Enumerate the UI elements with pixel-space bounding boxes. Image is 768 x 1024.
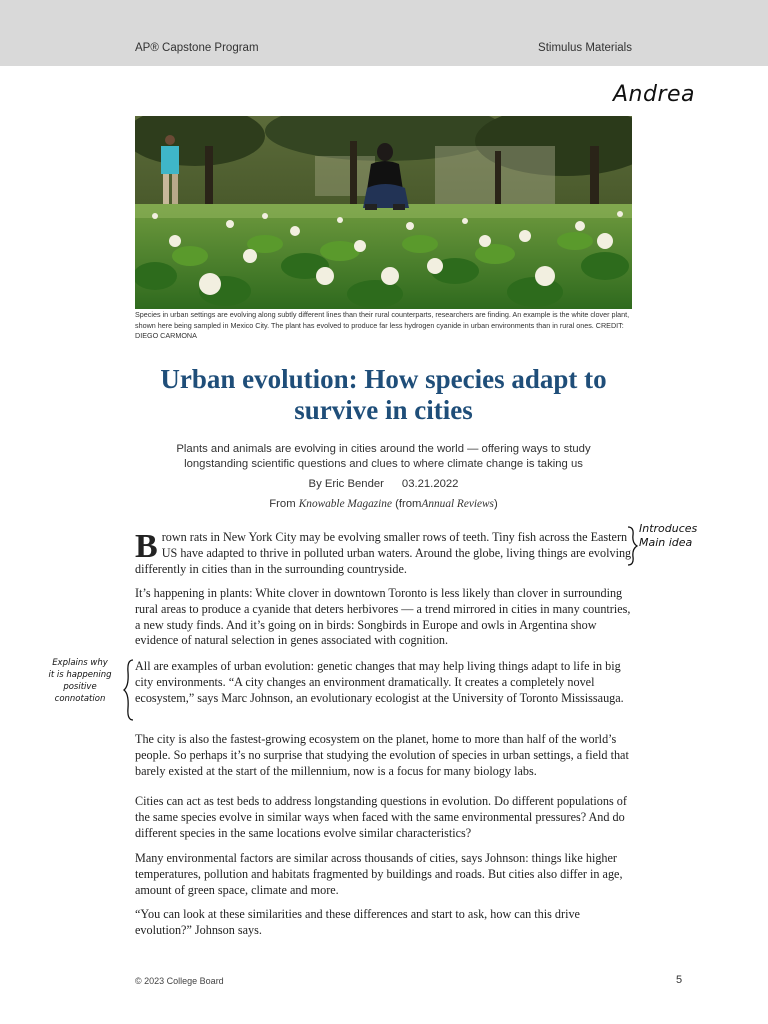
handwritten-name: Andrea: [613, 82, 696, 107]
publish-date: 03.21.2022: [401, 478, 459, 490]
section-title: Stimulus Materials: [538, 42, 632, 54]
byline: [135, 478, 632, 490]
note-right-line-2: Main idea: [639, 536, 693, 549]
left-brace-icon: [122, 658, 136, 722]
copyright: © 2023 College Board: [135, 976, 224, 986]
source-line: [135, 498, 632, 510]
paragraph-6: Many environmental factors are similar across thousands of cities, says Johnson: things like higher temperatures, pollution and habitats fragmented by buildings and roads. But cities also differ in age, amount of green space, climate and more.: [135, 851, 623, 897]
paragraph-1: [135, 530, 632, 577]
right-brace-icon: [625, 525, 639, 567]
source-from: From: [269, 498, 296, 510]
paragraph-4: The city is also the fastest-growing ecosystem on the planet, home to more than half of the world’s people. So perhaps it’s no surprise that studying the evolution of species in urban settings, a field that barely existed at the start of the millennium, now is a focus for many biology labs.: [135, 732, 629, 778]
note-left-line-1: Explains why: [52, 658, 108, 668]
handwritten-note-left: [40, 657, 120, 705]
paragraph-2: It’s happening in plants: White clover in downtown Toronto is less likely than clover in surrounding rural areas to produce a cyanide that deters herbivores — a trend mirrored in cities in many countries, a new study finds. And it’s going on in birds: Songbirds in Europe and owls in Argentina show evidence of natural selection in genes associated with cognition.: [135, 586, 631, 648]
paragraph-5: Cities can act as test beds to address longstanding questions in evolution. Do different populations of the same species evolve in similar ways when faced with the same environmental pressures? And do different species in the same locations evolve similar characteristics?: [135, 794, 627, 840]
article-title: Urban evolution: How species adapt to survive in cities: [160, 364, 607, 425]
article-subtitle: Plants and animals are evolving in cities around the world — offering ways to study longstanding scientific questions and clues to where climate change is taking us: [176, 443, 591, 470]
page-number: 5: [676, 974, 683, 986]
header-band: [0, 0, 768, 66]
handwritten-note-right: [639, 522, 697, 550]
photo-caption: Species in urban settings are evolving along subtly different lines than their rural counterparts, researchers are finding. An example is the white clover plant, shown here being sampled in Mexico City. The plant has evolved to produce far less hydrogen cyanide in urban environments than in rural ones. CREDIT: DIEGO CARMONA: [135, 310, 630, 341]
note-right-line-1: Introduces: [639, 522, 698, 535]
source-reviews: Annual Reviews: [421, 498, 494, 510]
author: By Eric Bender: [308, 478, 384, 490]
source-end: ): [493, 498, 498, 510]
paragraph-1-text: rown rats in New York City may be evolving smaller rows of teeth. Tiny fish across the Eastern US have adapted to thrive in polluted urban waters. Around the globe, living things are evolving differently in cities than in the surrounding countryside.: [135, 530, 632, 576]
program-title: AP® Capstone Program: [135, 42, 259, 54]
note-left-line-2: it is happening: [48, 670, 112, 680]
paragraph-7: “You can look at these similarities and these differences and start to ask, how can this drive evolution?” Johnson says.: [135, 907, 580, 937]
note-left-line-3: positive connotation: [54, 682, 106, 704]
source-mid: (from: [395, 498, 422, 510]
article-photo: [135, 116, 632, 309]
paragraph-3: All are examples of urban evolution: genetic changes that may help living things adapt to life in big city environments. “A city changes an environment dramatically. It creates a completely novel ecosystem,” says Marc Johnson, an evolutionary ecologist at the University of Toronto Mississauga.: [135, 659, 624, 705]
source-magazine: Knowable Magazine: [298, 498, 392, 510]
drop-cap: B: [135, 528, 158, 565]
